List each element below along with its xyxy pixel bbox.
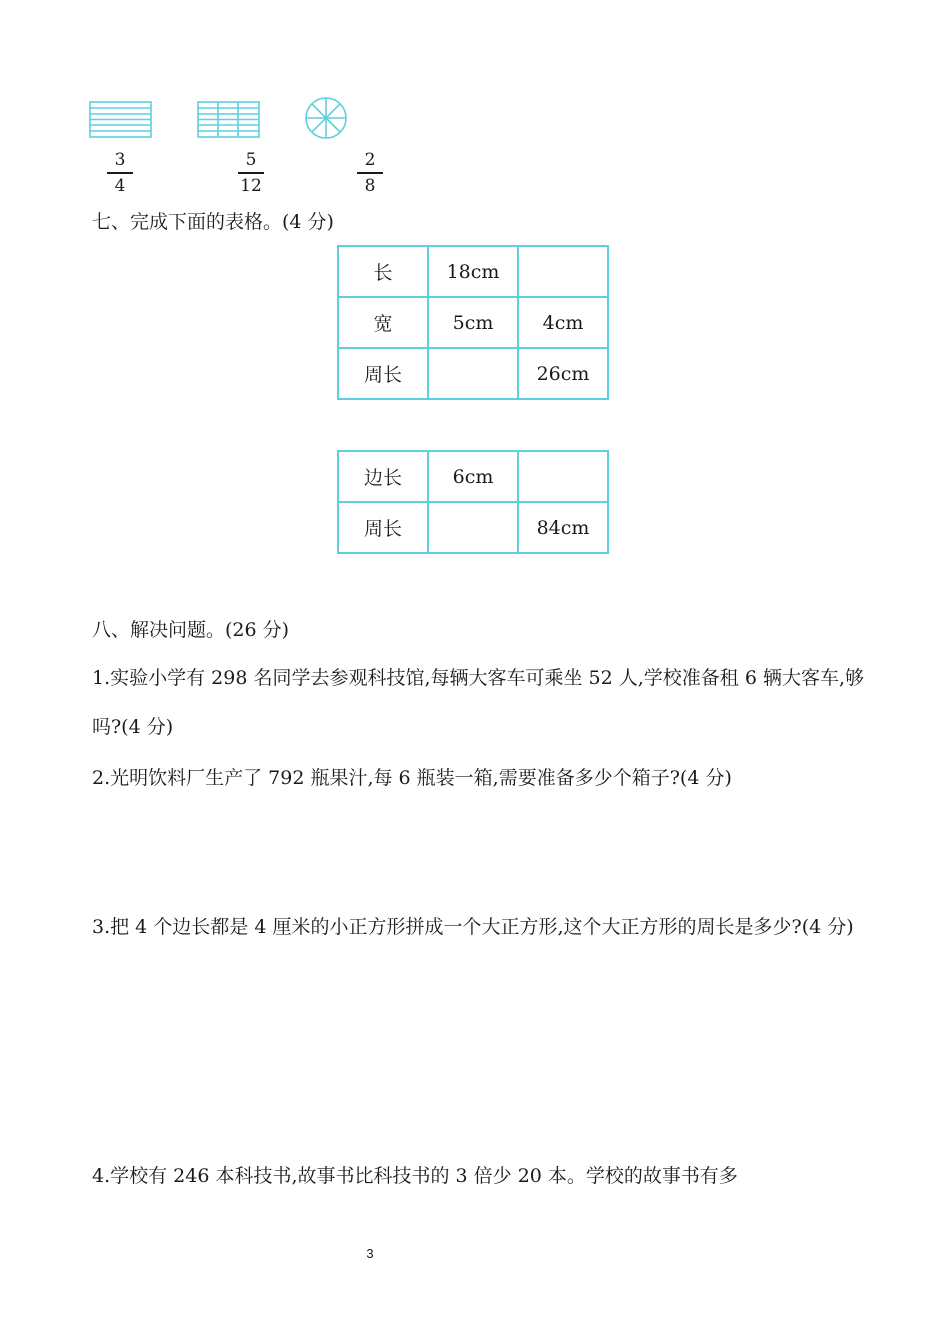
fraction-bar: [107, 172, 133, 174]
table-cell: [518, 246, 608, 297]
table-cell: 宽: [338, 297, 428, 348]
table-row: [338, 502, 608, 553]
table-cell: [428, 502, 518, 553]
table-row: [338, 297, 608, 348]
table-cell: 4cm: [518, 297, 608, 348]
problem-2: 2.光明饮料厂生产了 792 瓶果汁,每 6 瓶装一箱,需要准备多少个箱子?(4 分): [92, 767, 732, 789]
table-row: [338, 451, 608, 502]
fraction-figure-grid-rectangle: [197, 100, 261, 140]
fraction-figure-divided-circle: [302, 96, 350, 142]
fraction-denominator: 8: [364, 175, 376, 196]
table-cell: 5cm: [428, 297, 518, 348]
square-table: [337, 450, 609, 554]
table-cell: 6cm: [428, 451, 518, 502]
rectangle-table: [337, 245, 609, 400]
table-cell: 边长: [338, 451, 428, 502]
table-row: [338, 246, 608, 297]
fraction-denominator: 4: [114, 175, 126, 196]
fraction-bar: [238, 172, 264, 174]
table-cell: 周长: [338, 348, 428, 399]
page-number: 3: [366, 1246, 374, 1261]
fraction-numerator: 5: [245, 150, 257, 170]
section7-heading: 七、完成下面的表格。(4 分): [92, 211, 334, 233]
table-cell: 周长: [338, 502, 428, 553]
problem-4: 4.学校有 246 本科技书,故事书比科技书的 3 倍少 20 本。学校的故事书有多: [92, 1165, 738, 1187]
fraction-bar: [357, 172, 383, 174]
problem-3: 3.把 4 个边长都是 4 厘米的小正方形拼成一个大正方形,这个大正方形的周长是多少?(4 分): [92, 916, 854, 938]
fraction-denominator: 12: [240, 175, 262, 196]
fraction-label: [355, 150, 385, 196]
section8-heading: 八、解决问题。(26 分): [92, 619, 290, 641]
table-row: [338, 348, 608, 399]
table-cell: 长: [338, 246, 428, 297]
problem-1: 1.实验小学有 298 名同学去参观科技馆,每辆大客车可乘坐 52 人,学校准备租 6 辆大客车,够吗?(4 分): [92, 667, 865, 738]
table-cell: [428, 348, 518, 399]
table-cell: 26cm: [518, 348, 608, 399]
fraction-label: [236, 150, 266, 196]
fraction-numerator: 3: [114, 150, 126, 170]
table-cell: [518, 451, 608, 502]
table-cell: 18cm: [428, 246, 518, 297]
fraction-label: [105, 150, 135, 196]
fraction-numerator: 2: [364, 150, 376, 170]
fraction-figure-striped-rectangle: [89, 100, 153, 140]
table-cell: 84cm: [518, 502, 608, 553]
